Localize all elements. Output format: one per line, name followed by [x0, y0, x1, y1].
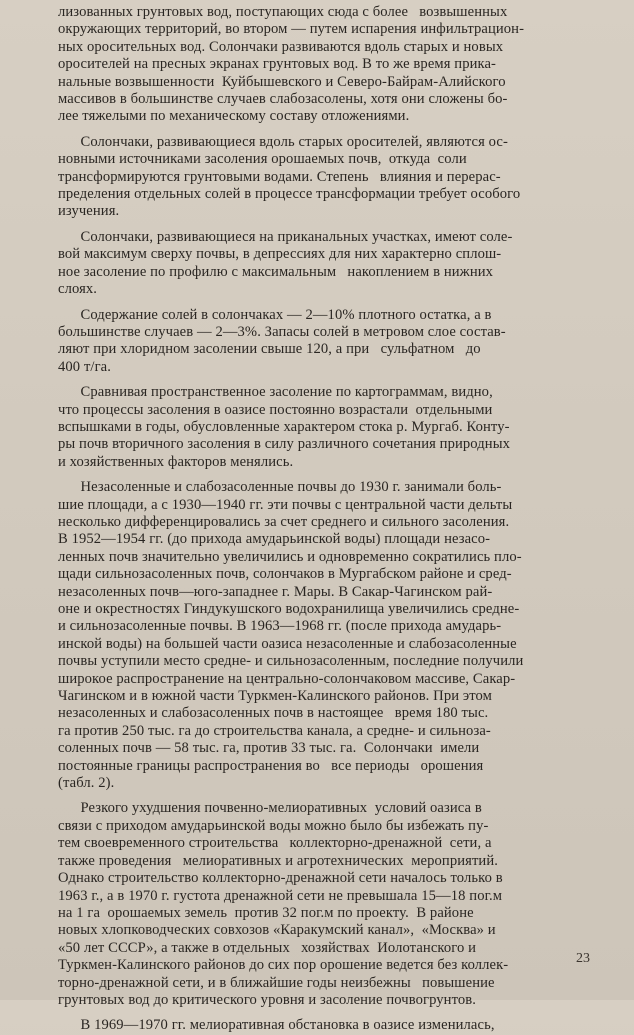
text-line: вой максимум сверху почвы, в депрессиях для них характерно сплош-	[58, 246, 502, 263]
text-line: торно-дренажной сети, и в ближайшие годы неизбежны повышение	[58, 974, 495, 991]
text-line: изучения.	[58, 203, 120, 220]
paragraph	[58, 4, 610, 126]
text-line: ры почв вторичного засоления в силу различного сочетания природных	[58, 436, 511, 453]
paragraph	[58, 1017, 610, 1034]
text-line: на 1 га орошаемых земель против 32 пог.м по проекту. В районе	[58, 904, 474, 921]
text-line: Солончаки, развивающиеся на приканальных участках, имеют соле-	[58, 228, 513, 245]
text-line: оросителей на пресных экранах грунтовых вод. В то же время прика-	[58, 56, 497, 73]
text-line: также проведения мелиоративных и агротехнических мероприятий.	[58, 852, 498, 869]
paragraph	[58, 307, 610, 377]
text-line: 1963 г., а в 1970 г. густота дренажной сети не превышала 15—18 пог.м	[58, 887, 503, 904]
text-line: незасоленных и слабозасоленных почв в настоящее время 180 тыс.	[58, 705, 489, 722]
paragraph	[58, 800, 610, 1009]
page-number: 23	[576, 951, 590, 966]
paragraph-gap	[58, 299, 610, 307]
text-line: трансформируются грунтовыми водами. Степень влияния и перерас-	[58, 168, 501, 185]
text-line: что процессы засоления в оазисе постоянно возрастали отдельными	[58, 401, 493, 418]
text-line: большинстве случаев — 2—3%. Запасы солей в метровом слое состав-	[58, 323, 506, 340]
paragraph-gap	[58, 376, 610, 384]
text-line: новными источниками засоления орошаемых почв, откуда соли	[58, 151, 467, 168]
text-line: Сравнивая пространственное засоление по картограммам, видно,	[58, 384, 493, 401]
text-line: лизованных грунтовых вод, поступающих сюда с более возвышенных	[58, 4, 508, 20]
paragraph-gap	[58, 221, 610, 229]
paragraph	[58, 134, 610, 221]
text-line: новых хлопководческих совхозов «Каракумский канал», «Москва» и	[58, 922, 496, 939]
text-line: несколько дифференцировались за счет среднего и сильного засоления.	[58, 513, 510, 530]
text-line: пределения отдельных солей в процессе трансформации требует особого	[58, 186, 521, 203]
text-line: незасоленных почв—юго-западнее г. Мары. В Сакар-Чагинском рай-	[58, 583, 493, 600]
text-line: шие площади, а с 1930—1940 гг. эти почвы с центральной части дельты	[58, 496, 513, 513]
text-body	[58, 4, 610, 1035]
text-line: Однако строительство коллекторно-дренажной сети началось только в	[58, 870, 503, 887]
text-line: га против 250 тыс. га до строительства канала, а средне- и сильноза-	[58, 722, 491, 739]
text-line: Солончаки, развивающиеся вдоль старых оросителей, являются ос-	[58, 133, 508, 150]
text-line: ленных почв значительно увеличились и одновременно сократились пло-	[58, 548, 522, 565]
text-line: соленных почв — 58 тыс. га, против 33 тыс. га. Солончаки имели	[58, 740, 480, 757]
paragraph-gap	[58, 792, 610, 800]
paragraph-gap	[58, 126, 610, 134]
text-line: оне и окрестностях Гиндукушского водохранилища увеличились средне-	[58, 601, 520, 617]
paragraph-gap	[58, 471, 610, 479]
text-line: постоянные границы распространения во все периоды орошения	[58, 757, 484, 774]
text-line: Незасоленные и слабозасоленные почвы до 1930 г. занимали боль-	[58, 479, 502, 496]
paragraph	[58, 479, 610, 792]
text-line: широкое распространение на центрально-солончаковом массиве, Сакар-	[58, 670, 516, 687]
text-line: щади сильнозасоленных почв, солончаков в Мургабском районе и сред-	[58, 566, 512, 583]
text-line: В 1952—1954 гг. (до прихода амударьинской воды) площади незасо-	[58, 531, 491, 548]
text-line: вспышками в годы, обусловленные характером стока р. Мургаб. Конту-	[58, 418, 510, 435]
text-line: и сильнозасоленные почвы. В 1963—1968 гг. (после прихода амударь-	[58, 618, 502, 635]
text-line: «50 лет СССР», а также в отдельных хозяйствах Иолотанского и	[58, 939, 477, 956]
text-line: связи с приходом амударьинской воды можно было бы избежать пу-	[58, 817, 489, 834]
text-line: Резкого ухудшения почвенно-мелиоративных условий оазиса в	[58, 800, 482, 817]
text-line: ных оросительных вод. Солончаки развиваются вдоль старых и новых	[58, 38, 504, 55]
text-line: нальные возвышенности Куйбышевского и Северо-Байрам-Алийского	[58, 73, 506, 90]
paragraph	[58, 229, 610, 299]
text-line: грунтовых вод до критического уровня и засоление почвогрунтов.	[58, 991, 477, 1008]
text-line: Чагинском и в южной части Туркмен-Калинского районов. При этом	[58, 688, 492, 705]
text-line: (табл. 2).	[58, 775, 115, 792]
text-line: ляют при хлоридном засолении свыше 120, а при сульфатном до	[58, 341, 481, 358]
text-line: Туркмен-Калинского районов до сих пор орошение ведется без коллек-	[58, 957, 509, 974]
text-line: слоях.	[58, 281, 98, 298]
text-line: инской воды) на большей части оазиса незасоленные и слабозасоленные	[58, 635, 517, 652]
text-line: В 1969—1970 гг. мелиоративная обстановка в оазисе изменилась,	[58, 1017, 495, 1034]
text-line: Содержание солей в солончаках — 2—10% плотного остатка, а в	[58, 306, 492, 323]
text-line: лее тяжелыми по механическому составу отложениями.	[58, 108, 410, 125]
text-line: почвы уступили место средне- и сильнозасоленным, последние получили	[58, 653, 524, 670]
text-line: массивов в большинстве случаев слабозасолены, хотя они сложены бо-	[58, 91, 508, 108]
paragraph-gap	[58, 1009, 610, 1017]
text-line: ное засоление по профилю с максимальным накоплением в нижних	[58, 263, 494, 280]
text-line: тем своевременного строительства коллекторно-дренажной сети, а	[58, 835, 492, 852]
text-line: окружающих территорий, во втором — путем испарения инфильтрацион-	[58, 21, 525, 38]
text-line: и хозяйственных факторов менялись.	[58, 453, 294, 470]
paragraph	[58, 384, 610, 471]
text-line: 400 т/га.	[58, 358, 111, 375]
